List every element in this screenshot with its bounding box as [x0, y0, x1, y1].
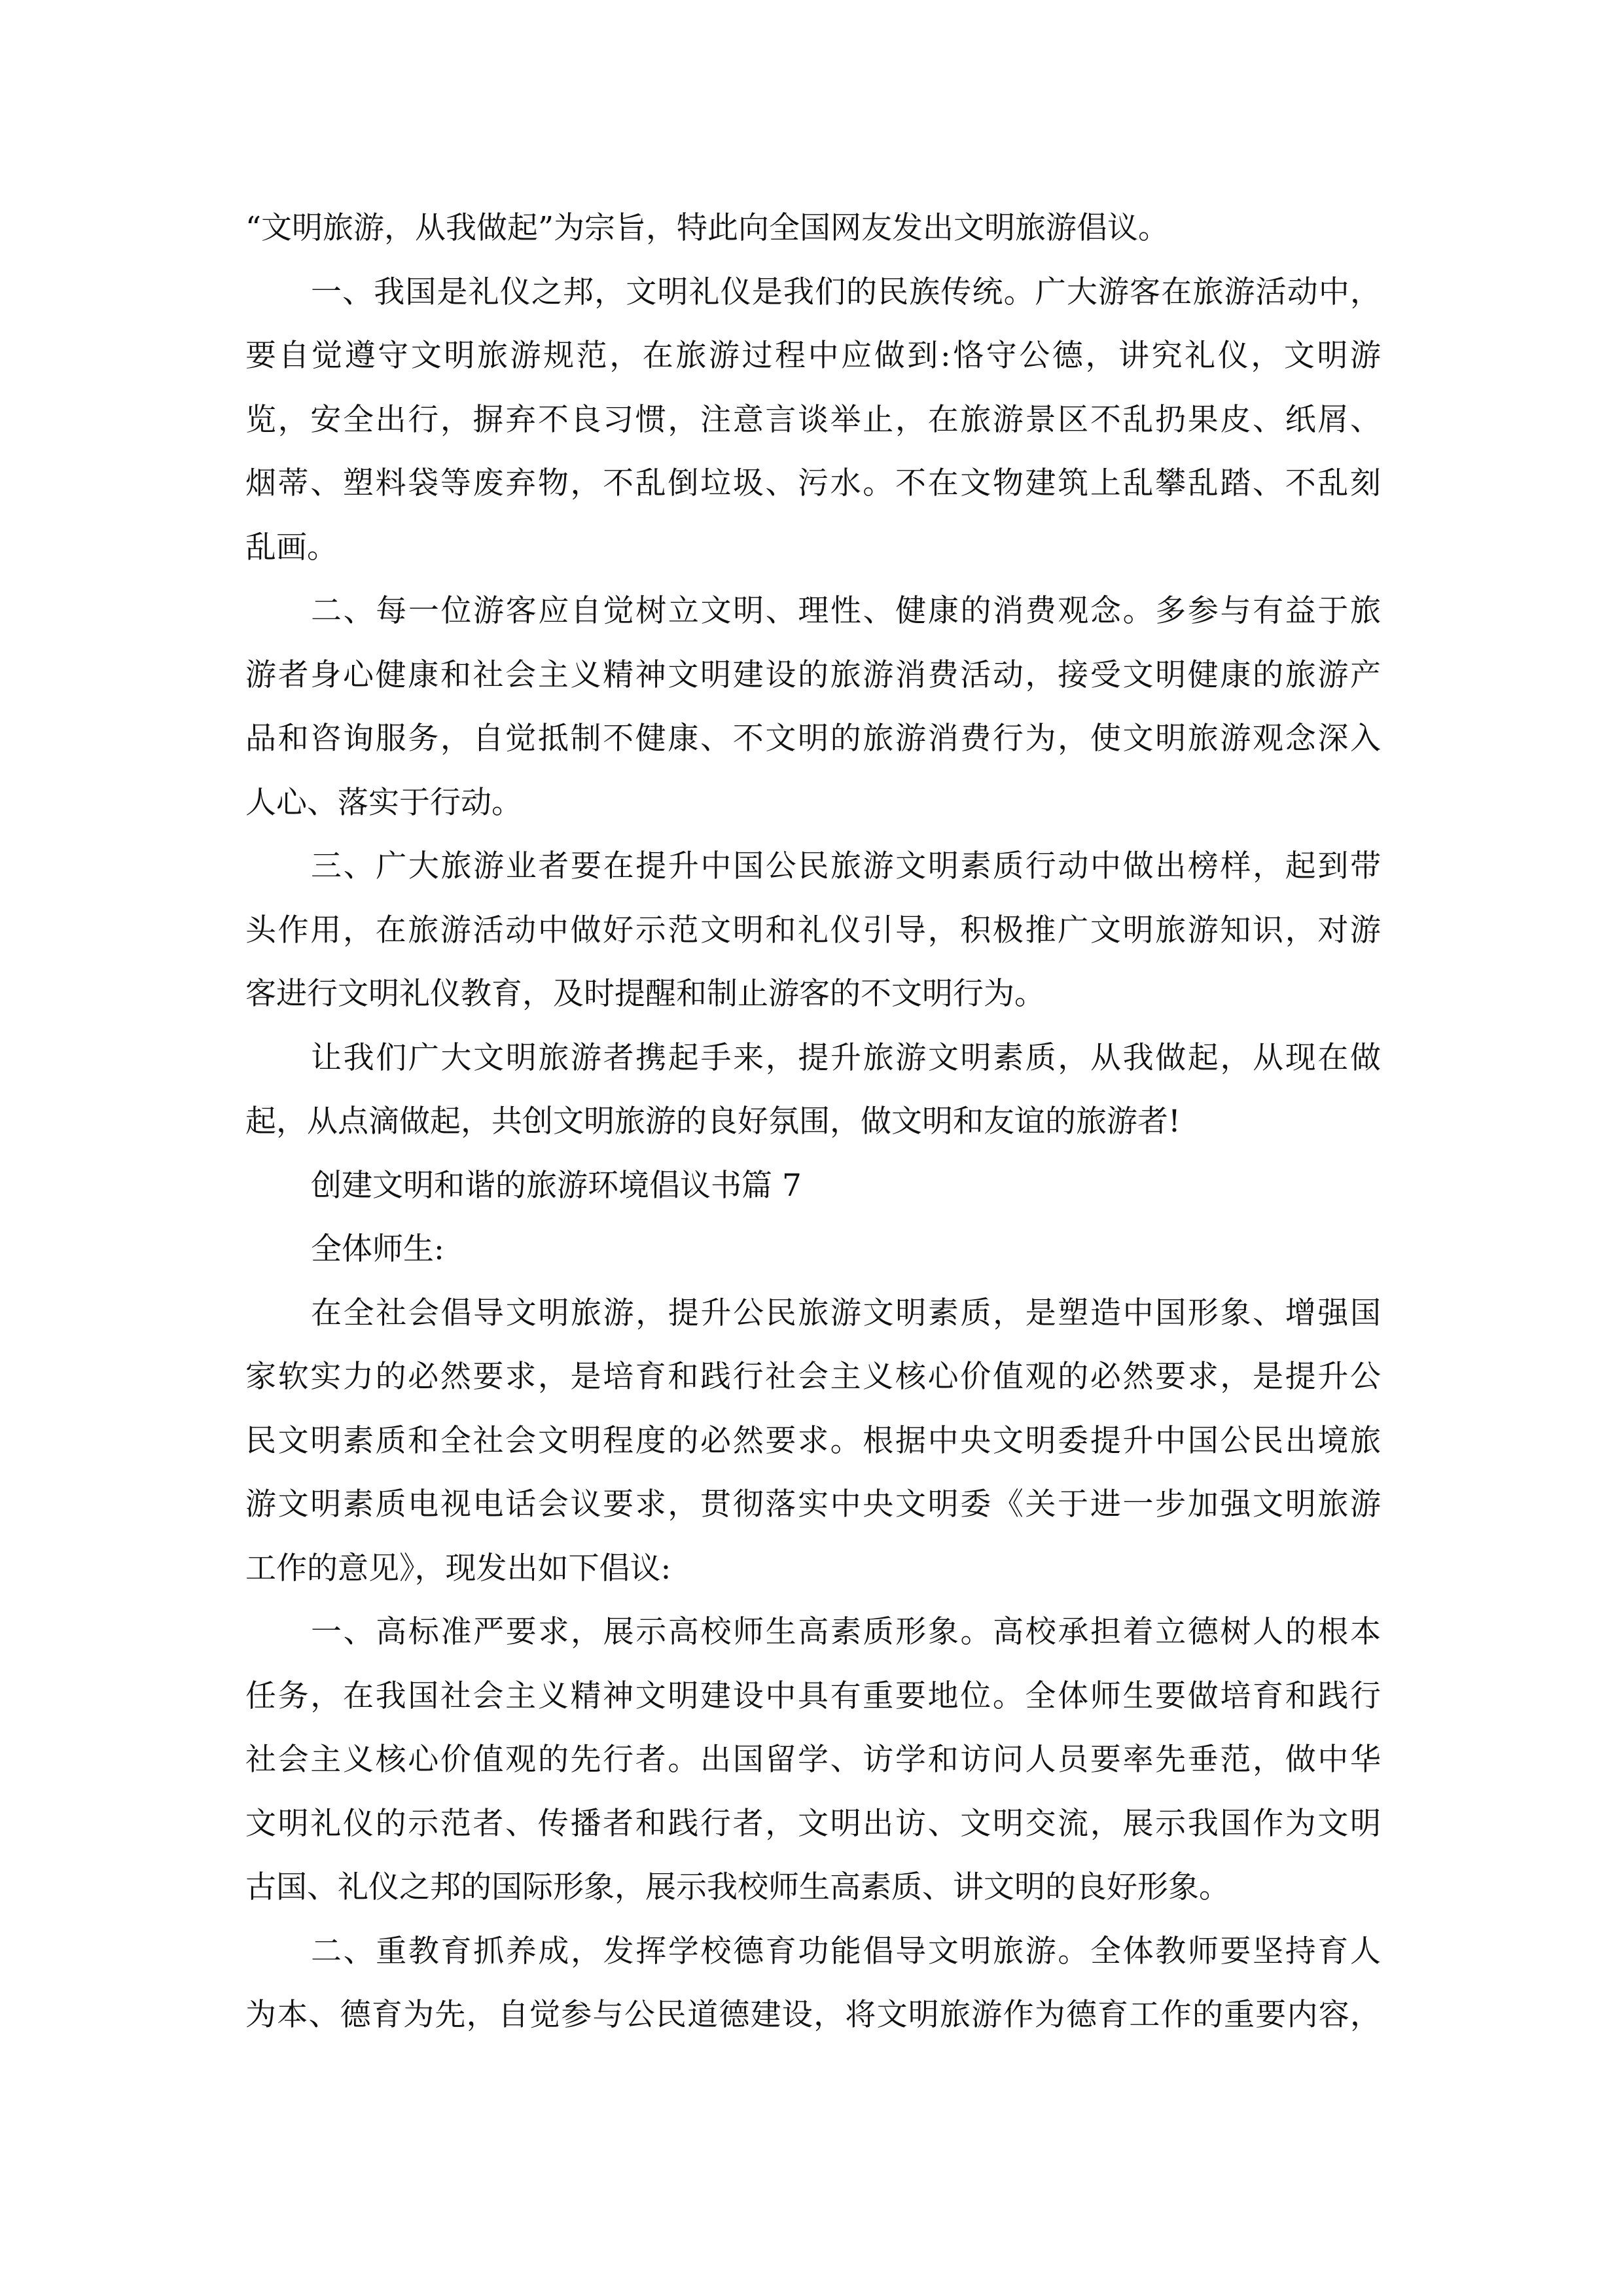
- text-line: 游者身心健康和社会主义精神文明建设的旅游消费活动，接受文明健康的旅游产: [245, 656, 1381, 693]
- text-line: 品和咨询服务，自觉抵制不健康、不文明的旅游消费行为，使文明旅游观念深入: [245, 721, 1381, 757]
- text-line: 工作的意见》，现发出如下倡议:: [245, 1550, 671, 1587]
- text-line: 二、每一位游客应自觉树立文明、理性、健康的消费观念。多参与有益于旅: [311, 593, 1381, 629]
- text-line: 文明礼仪的示范者、传播者和践行者，文明出访、文明交流，展示我国作为文明: [245, 1805, 1381, 1842]
- text-line: 客进行文明礼仪教育，及时提醒和制止游客的不文明行为。: [245, 976, 1045, 1012]
- text-line: 古国、礼仪之邦的国际形象，展示我校师生高素质、讲文明的良好形象。: [245, 1869, 1230, 1905]
- text-line: 起，从点滴做起，共创文明旅游的良好氛围，做文明和友谊的旅游者!: [245, 1103, 1181, 1139]
- text-line: 一、高标准严要求，展示高校师生高素质形象。高校承担着立德树人的根本: [311, 1614, 1381, 1650]
- text-line: 一、我国是礼仪之邦，文明礼仪是我们的民族传统。广大游客在旅游活动中，: [311, 274, 1381, 310]
- text-line: 三、广大旅游业者要在提升中国公民旅游文明素质行动中做出榜样，起到带: [311, 848, 1381, 884]
- text-line: 乱画。: [245, 529, 338, 565]
- text-line: 人心、落实于行动。: [245, 784, 522, 821]
- text-line: 烟蒂、塑料袋等废弃物，不乱倒垃圾、污水。不在文物建筑上乱攀乱踏、不乱刻: [245, 465, 1381, 501]
- text-line: 头作用，在旅游活动中做好示范文明和礼仪引导，积极推广文明旅游知识，对游: [245, 912, 1381, 948]
- text-line: 创建文明和谐的旅游环境倡议书篇 7: [311, 1167, 802, 1204]
- text-line: 在全社会倡导文明旅游，提升公民旅游文明素质，是塑造中国形象、增强国: [311, 1295, 1381, 1331]
- text-line: 二、重教育抓养成，发挥学校德育功能倡导文明旅游。全体教师要坚持育人: [311, 1933, 1381, 1969]
- text-line: “文明旅游，从我做起”为宗旨，特此向全国网友发出文明旅游倡议。: [245, 210, 1169, 246]
- text-line: 任务，在我国社会主义精神文明建设中具有重要地位。全体师生要做培育和践行: [245, 1677, 1381, 1714]
- text-line: 要自觉遵守文明旅游规范，在旅游过程中应做到:恪守公德，讲究礼仪，文明游: [245, 338, 1381, 374]
- text-line: 游文明素质电视电话会议要求，贯彻落实中央文明委《关于进一步加强文明旅游: [245, 1486, 1381, 1522]
- text-line: 全体师生:: [311, 1231, 444, 1267]
- text-line: 民文明素质和全社会文明程度的必然要求。根据中央文明委提升中国公民出境旅: [245, 1422, 1381, 1459]
- text-line: 览，安全出行，摒弃不良习惯，注意言谈举止，在旅游景区不乱扔果皮、纸屑、: [245, 401, 1381, 438]
- document-page: [245, 196, 1381, 2047]
- text-line: 家软实力的必然要求，是培育和践行社会主义核心价值观的必然要求，是提升公: [245, 1359, 1381, 1395]
- text-line: 让我们广大文明旅游者携起手来，提升旅游文明素质，从我做起，从现在做: [311, 1039, 1381, 1076]
- text-line: 社会主义核心价值观的先行者。出国留学、访学和访问人员要率先垂范，做中华: [245, 1742, 1381, 1778]
- text-line: 为本、德育为先，自觉参与公民道德建设，将文明旅游作为德育工作的重要内容，: [245, 1997, 1381, 2033]
